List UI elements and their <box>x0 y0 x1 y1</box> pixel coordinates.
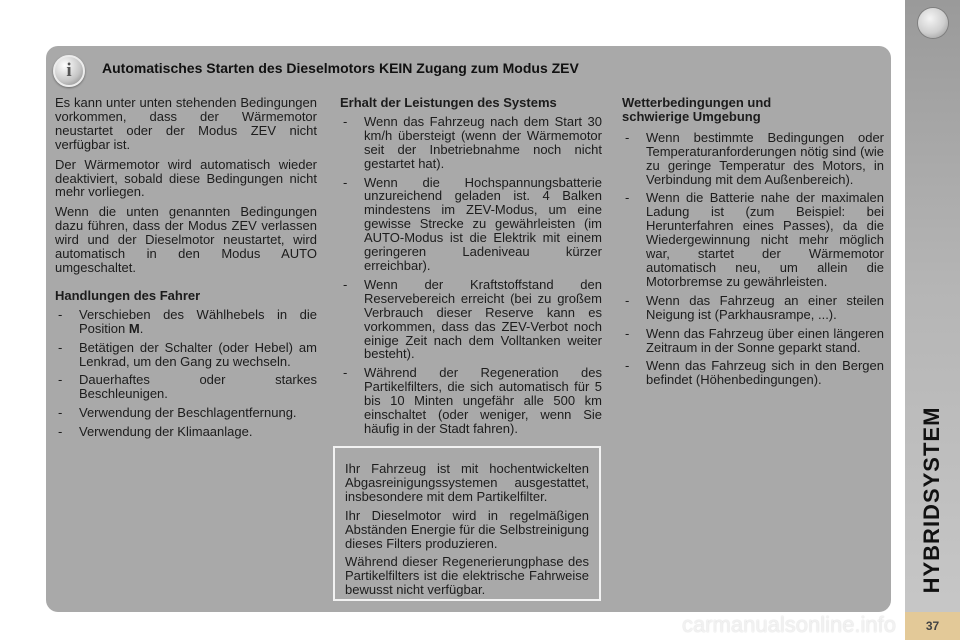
gear-position-letter: M <box>128 320 140 336</box>
list-item: - Wenn der Kraftstoffstand den Reservebereich erreicht (bei zu großem Verbrauch dieser Reserve kann es vorkommen, dass das ZEV-Verbot noch einige Zeit nach dem Volltanken weiter besteht). <box>340 278 602 361</box>
list-item-end: . <box>139 320 144 336</box>
list-item <box>55 308 317 336</box>
list-item: - Verwendung der Beschlagentfernung. <box>55 406 317 420</box>
list-item: - Betätigen der Schalter (oder Hebel) am Lenkrad, um den Gang zu wechseln. <box>55 341 317 369</box>
driver-actions-heading: Handlungen des Fahrer <box>55 287 201 303</box>
section-title-vertical: HYBRIDSYSTEM <box>919 406 944 594</box>
list-item: - Dauerhaftes oder starkes Beschleunigen. <box>55 373 317 401</box>
list-item: - Wenn das Fahrzeug an einer steilen Neigung ist (Parkhausrampe, ...). <box>622 294 884 322</box>
list-item: - Wenn die Batterie nahe der maximalen Ladung ist (zum Beispiel: bei Herunterfahren eines Passes), da die Wiedergewinnung nicht mehr möglich war, startet der Wärmemotor automatisch neu, um allein die Motorbremse zu gewährleisten. <box>622 191 884 288</box>
driver-actions-list <box>55 308 317 439</box>
list-item: - Verwendung der Klimaanlage. <box>55 425 317 439</box>
list-item: - Während der Regeneration des Partikelfilters, die sich automatisch für 5 bis 10 Minten ungefähr alle 500 km einschaltet (oder weniger, wenn Sie häufig in der Stadt fahren). <box>340 366 602 436</box>
column-right <box>622 96 884 392</box>
particle-filter-note <box>333 446 601 601</box>
circle-emblem-icon <box>918 8 948 38</box>
note-paragraph: Ihr Dieselmotor wird in regelmäßigen Abständen Energie für die Selbstreinigung dieses Filters produzieren. <box>345 507 589 551</box>
note-paragraph: Ihr Fahrzeug ist mit hochentwickelten Abgasreinigungssystemen ausgestattet, insbesondere mit dem Partikelfilter. <box>345 461 589 504</box>
system-performance-heading: Erhalt der Leistungen des Systems <box>340 95 557 110</box>
weather-heading-line1: Wetterbedingungen und <box>622 95 772 110</box>
page-number: 37 <box>905 612 960 640</box>
watermark: carmanualsonline.info <box>682 612 897 637</box>
list-item: - Wenn die Hochspannungsbatterie unzureichend geladen ist. 4 Balken mindestens im ZEV-Modus, um eine gewisse Strecke zu gewährleisten (im AUTO-Modus ist die Elektrik mit einem geringeren Ladeniveau kürzer erreichbar). <box>340 176 602 273</box>
weather-list <box>622 131 884 387</box>
deactivate-paragraph: Der Wärmemotor wird automatisch wieder deaktiviert, sobald diese Bedingungen nicht mehr vorliegen. <box>55 156 317 200</box>
panel-title: Automatisches Starten des Dieselmotors KEIN Zugang zum Modus ZEV <box>102 60 579 76</box>
list-item: - Wenn das Fahrzeug sich in den Bergen befindet (Höhenbedingungen). <box>622 359 884 387</box>
list-item-text: Verschieben des Wählhebels in die Position <box>79 306 317 336</box>
intro-paragraph: Es kann unter unten stehenden Bedingungen vorkommen, dass der Wärmemotor neustartet oder der Modus ZEV nicht verfügbar ist. <box>55 95 317 152</box>
info-icon: i <box>53 55 85 87</box>
system-performance-list <box>340 115 602 436</box>
weather-heading <box>622 96 884 124</box>
weather-heading-line2: schwierige Umgebung <box>622 108 761 124</box>
note-paragraph: Während dieser Regenerierungphase des Partikelfilters ist die elektrische Fahrweise bewusst nicht verfügbar. <box>345 554 589 598</box>
auto-mode-paragraph: Wenn die unten genannten Bedingungen dazu führen, dass der Modus ZEV verlassen wird und der Dieselmotor neustartet, wird automatisch in den Modus AUTO umgeschaltet. <box>55 204 317 275</box>
list-item: - Wenn bestimmte Bedingungen oder Temperaturanforderungen nötig sind (wie zu geringe Temperatur des Motors, in Verbindung mit dem Außenbereich). <box>622 131 884 187</box>
list-item: - Wenn das Fahrzeug über einen längeren Zeitraum in der Sonne geparkt stand. <box>622 327 884 355</box>
column-left <box>55 96 317 444</box>
list-item: - Wenn das Fahrzeug nach dem Start 30 km/h übersteigt (wenn der Wärmemotor seit der Inbetriebnahme noch nicht gestartet hat). <box>340 115 602 171</box>
column-middle <box>340 96 602 441</box>
